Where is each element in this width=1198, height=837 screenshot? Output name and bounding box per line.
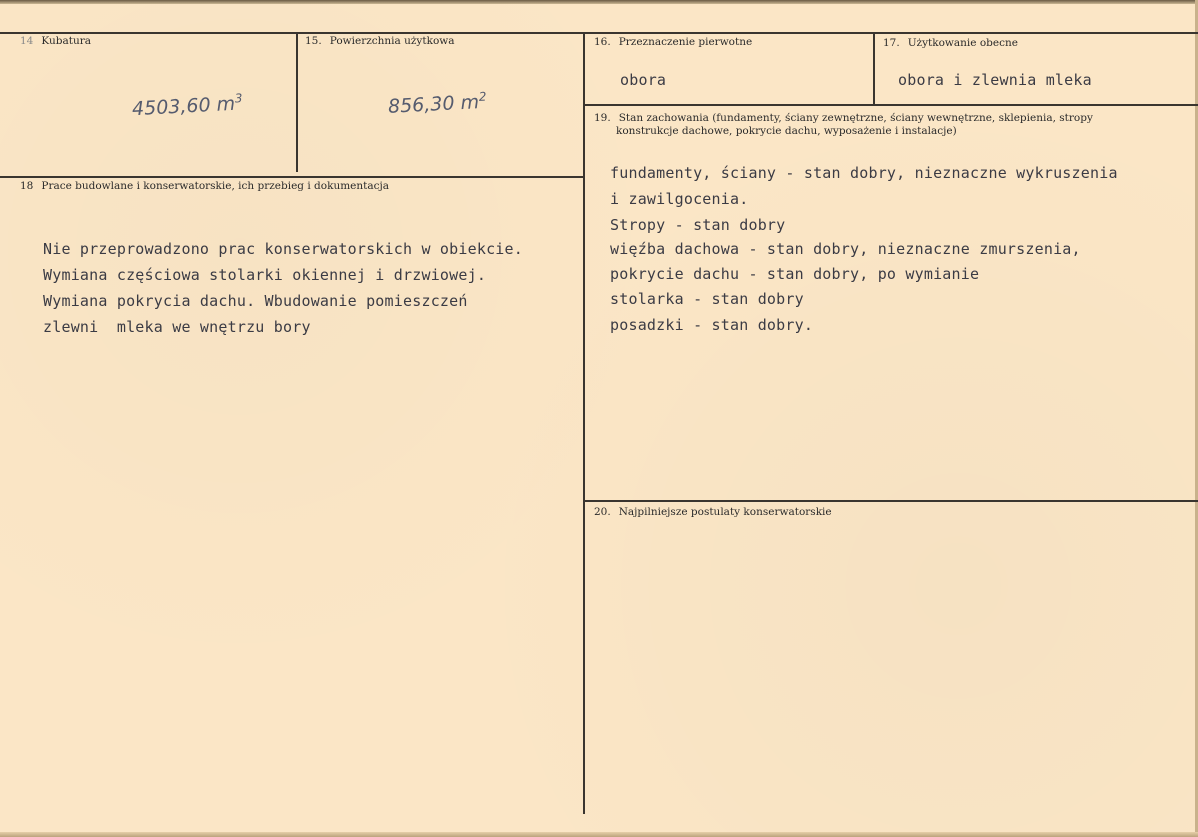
field-19-line: więźba dachowa - stan dobry, nieznaczne zmurszenia, — [610, 240, 1081, 258]
field-20-label — [594, 506, 832, 519]
field-18-line: Wymiana pokrycia dachu. Wbudowanie pomieszczeń — [43, 292, 468, 310]
field-17-label — [883, 37, 1018, 50]
field-16-label — [594, 36, 752, 49]
card-bottom-edge — [0, 832, 1198, 837]
field-19-title: Stan zachowania (fundamenty, ściany zewnętrzne, ściany wewnętrzne, sklepienia, stropy — [618, 112, 1093, 124]
field-16-number: 16. — [594, 36, 611, 48]
field-14-value-exponent: 3 — [234, 91, 243, 106]
field-19-line: pokrycie dachu - stan dobry, po wymianie — [610, 265, 980, 283]
field-18-line: zlewni mleka we wnętrzu bory — [43, 318, 311, 336]
field-19-line: i zawilgocenia. — [610, 190, 749, 208]
field-18-number: 18 — [20, 180, 34, 192]
field-19-number: 19. — [594, 112, 611, 124]
field-17-value: obora i zlewnia mleka — [898, 71, 1092, 89]
divider-main — [583, 32, 585, 814]
divider-20 — [584, 500, 1198, 502]
field-14-value-text: 4503,60 m — [131, 92, 236, 121]
divider-18 — [0, 176, 584, 178]
field-15-title: Powierzchnia użytkowa — [329, 35, 455, 47]
field-19-line: Stropy - stan dobry — [610, 216, 786, 234]
field-14-title: Kubatura — [41, 35, 91, 47]
field-20-title: Najpilniejsze postulaty konserwatorskie — [618, 506, 832, 518]
field-19-label-line-1 — [594, 112, 1184, 125]
field-17-number: 17. — [883, 37, 900, 49]
field-15-number: 15. — [305, 35, 322, 47]
field-19-line: fundamenty, ściany - stan dobry, nieznaczne wykruszenia — [610, 164, 1118, 182]
field-19-label — [594, 112, 1184, 138]
field-16-value: obora — [620, 71, 667, 89]
field-19-line: posadzki - stan dobry. — [610, 316, 814, 334]
divider-19 — [584, 104, 1198, 106]
field-18-line: Wymiana częściowa stolarki okiennej i drzwiowej. — [43, 266, 487, 284]
field-18-label — [20, 180, 389, 193]
field-19-label-line-2: konstrukcje dachowe, pokrycie dachu, wyposażenie i instalacje) — [616, 125, 957, 137]
field-19-line: stolarka - stan dobry — [610, 290, 804, 308]
field-15-label — [305, 35, 455, 48]
field-15-value-exponent: 2 — [478, 89, 487, 104]
divider-14-15 — [296, 32, 298, 172]
field-20-number: 20. — [594, 506, 611, 518]
divider-16-17 — [873, 32, 875, 104]
field-15-value — [387, 89, 487, 117]
field-18-title: Prace budowlane i konserwatorskie, ich przebieg i dokumentacja — [41, 180, 390, 192]
card-top-edge — [0, 0, 1198, 4]
divider-top — [0, 32, 1198, 34]
field-14-value — [131, 91, 243, 120]
field-14-label — [20, 35, 91, 48]
field-14-number: 14 — [20, 35, 34, 47]
field-17-title: Użytkowanie obecne — [907, 37, 1018, 49]
field-18-line: Nie przeprowadzono prac konserwatorskich w obiekcie. — [43, 240, 523, 258]
field-16-title: Przeznaczenie pierwotne — [618, 36, 753, 48]
field-15-value-text: 856,30 m — [387, 91, 480, 118]
